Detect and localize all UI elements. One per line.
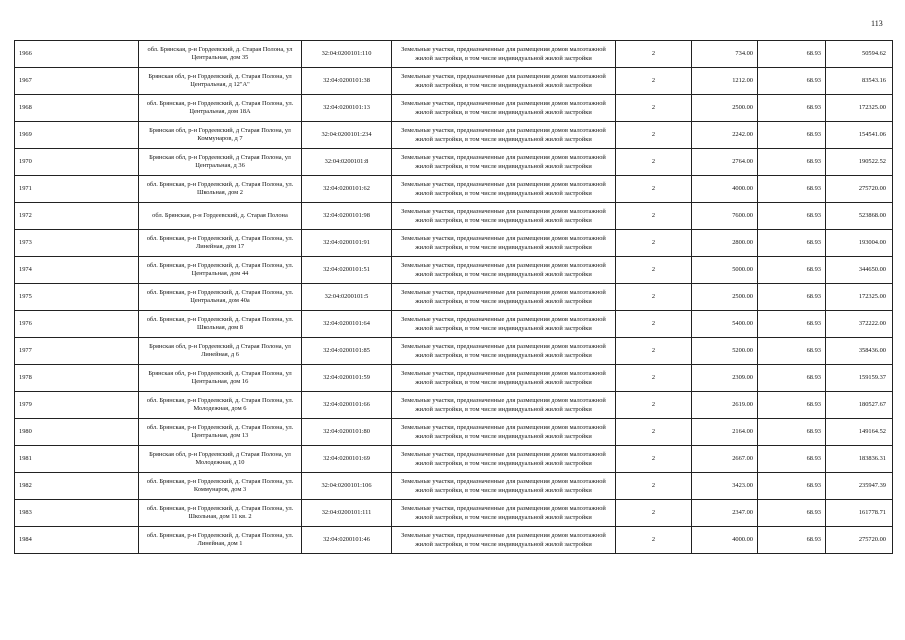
- row-number-cell: 1982: [15, 473, 139, 500]
- group-cell: 2: [616, 122, 692, 149]
- table-row: [15, 311, 893, 338]
- specific-value-cell: 68.93: [758, 500, 826, 527]
- table-row: [15, 68, 893, 95]
- cadastral-value-cell: 183836.31: [826, 446, 893, 473]
- table-row: [15, 365, 893, 392]
- area-cell: 5000.00: [692, 257, 758, 284]
- cadastral-number-cell: 32:04:0200101:13: [302, 95, 392, 122]
- row-number-cell: 1972: [15, 203, 139, 230]
- area-cell: 5200.00: [692, 338, 758, 365]
- address-cell: обл. Брянская, р-н Гордеевский, д. Старая Полона, ул. Центральная, дом 44: [139, 257, 302, 284]
- address-cell: Брянская обл, р-н Гордеевский, д Старая Полона, ул Центральная, д 36: [139, 149, 302, 176]
- cadastral-value-cell: 50594.62: [826, 41, 893, 68]
- cadastral-number-cell: 32:04:0200101:111: [302, 500, 392, 527]
- table-row: [15, 95, 893, 122]
- area-cell: 1212.00: [692, 68, 758, 95]
- address-cell: обл. Брянская, р-н Гордеевский, д. Старая Полона, ул. Молодежная, дом 6: [139, 392, 302, 419]
- row-number-cell: 1980: [15, 419, 139, 446]
- cadastral-value-cell: 159159.37: [826, 365, 893, 392]
- cadastral-value-cell: 161778.71: [826, 500, 893, 527]
- row-number-cell: 1974: [15, 257, 139, 284]
- row-number-cell: 1971: [15, 176, 139, 203]
- group-cell: 2: [616, 41, 692, 68]
- cadastral-number-cell: 32:04:0200101:69: [302, 446, 392, 473]
- cadastral-value-cell: 372222.00: [826, 311, 893, 338]
- cadastral-value-cell: 275720.00: [826, 176, 893, 203]
- cadastral-value-cell: 193004.00: [826, 230, 893, 257]
- group-cell: 2: [616, 392, 692, 419]
- row-number-cell: 1978: [15, 365, 139, 392]
- permitted-use-cell: Земельные участки, предназначенные для размещения домов малоэтажной жилой застройки, в том числе индивидуальной жилой застройки: [392, 284, 616, 311]
- address-cell: Брянская обл, р-н Гордеевский, д. Старая Полона, ул Центральная, дом 16: [139, 365, 302, 392]
- area-cell: 2800.00: [692, 230, 758, 257]
- area-cell: 2619.00: [692, 392, 758, 419]
- area-cell: 4000.00: [692, 176, 758, 203]
- permitted-use-cell: Земельные участки, предназначенные для размещения домов малоэтажной жилой застройки, в том числе индивидуальной жилой застройки: [392, 95, 616, 122]
- table-row: [15, 149, 893, 176]
- table-row: [15, 122, 893, 149]
- specific-value-cell: 68.93: [758, 527, 826, 554]
- group-cell: 2: [616, 419, 692, 446]
- permitted-use-cell: Земельные участки, предназначенные для размещения домов малоэтажной жилой застройки, в том числе индивидуальной жилой застройки: [392, 473, 616, 500]
- cadastral-value-cell: 190522.52: [826, 149, 893, 176]
- group-cell: 2: [616, 230, 692, 257]
- specific-value-cell: 68.93: [758, 257, 826, 284]
- permitted-use-cell: Земельные участки, предназначенные для размещения домов малоэтажной жилой застройки, в том числе индивидуальной жилой застройки: [392, 41, 616, 68]
- cadastral-value-cell: 180527.67: [826, 392, 893, 419]
- area-cell: 2309.00: [692, 365, 758, 392]
- row-number-cell: 1983: [15, 500, 139, 527]
- specific-value-cell: 68.93: [758, 149, 826, 176]
- table-row: [15, 41, 893, 68]
- address-cell: Брянская обл, р-н Гордеевский, д Старая Полона, ул Молодежная, д 10: [139, 446, 302, 473]
- specific-value-cell: 68.93: [758, 203, 826, 230]
- cadastral-value-cell: 358436.00: [826, 338, 893, 365]
- cadastral-number-cell: 32:04:0200101:234: [302, 122, 392, 149]
- address-cell: обл. Брянская, р-н Гордеевский, д. Старая Полона, ул. Центральная, дом 13: [139, 419, 302, 446]
- area-cell: 2500.00: [692, 95, 758, 122]
- area-cell: 2764.00: [692, 149, 758, 176]
- permitted-use-cell: Земельные участки, предназначенные для размещения домов малоэтажной жилой застройки, в том числе индивидуальной жилой застройки: [392, 203, 616, 230]
- permitted-use-cell: Земельные участки, предназначенные для размещения домов малоэтажной жилой застройки, в том числе индивидуальной жилой застройки: [392, 68, 616, 95]
- area-cell: 5400.00: [692, 311, 758, 338]
- cadastral-value-cell: 154541.06: [826, 122, 893, 149]
- specific-value-cell: 68.93: [758, 68, 826, 95]
- group-cell: 2: [616, 338, 692, 365]
- permitted-use-cell: Земельные участки, предназначенные для размещения домов малоэтажной жилой застройки, в том числе индивидуальной жилой застройки: [392, 122, 616, 149]
- cadastral-value-cell: 523868.00: [826, 203, 893, 230]
- row-number-cell: 1969: [15, 122, 139, 149]
- row-number-cell: 1976: [15, 311, 139, 338]
- permitted-use-cell: Земельные участки, предназначенные для размещения домов малоэтажной жилой застройки, в том числе индивидуальной жилой застройки: [392, 392, 616, 419]
- table-row: [15, 419, 893, 446]
- cadastral-number-cell: 32:04:0200101:64: [302, 311, 392, 338]
- cadastral-value-cell: 149164.52: [826, 419, 893, 446]
- cadastral-number-cell: 32:04:0200101:91: [302, 230, 392, 257]
- specific-value-cell: 68.93: [758, 176, 826, 203]
- specific-value-cell: 68.93: [758, 446, 826, 473]
- group-cell: 2: [616, 149, 692, 176]
- address-cell: обл. Брянская, р-н Гордеевский, д. Старая Полона, ул. Школьная, дом 2: [139, 176, 302, 203]
- permitted-use-cell: Земельные участки, предназначенные для размещения домов малоэтажной жилой застройки, в том числе индивидуальной жилой застройки: [392, 419, 616, 446]
- specific-value-cell: 68.93: [758, 230, 826, 257]
- table-row: [15, 392, 893, 419]
- group-cell: 2: [616, 446, 692, 473]
- table-row: [15, 500, 893, 527]
- cadastral-value-cell: 344650.00: [826, 257, 893, 284]
- address-cell: обл. Брянская, р-н Гордеевский, д. Старая Полона, ул. Линейная, дом 1: [139, 527, 302, 554]
- group-cell: 2: [616, 203, 692, 230]
- permitted-use-cell: Земельные участки, предназначенные для размещения домов малоэтажной жилой застройки, в том числе индивидуальной жилой застройки: [392, 176, 616, 203]
- row-number-cell: 1984: [15, 527, 139, 554]
- permitted-use-cell: Земельные участки, предназначенные для размещения домов малоэтажной жилой застройки, в том числе индивидуальной жилой застройки: [392, 230, 616, 257]
- cadastral-number-cell: 32:04:0200101:106: [302, 473, 392, 500]
- area-cell: 4000.00: [692, 527, 758, 554]
- address-cell: Брянская обл, р-н Гордеевский, д Старая Полона, ул Коммунаров, д 7: [139, 122, 302, 149]
- area-cell: 2164.00: [692, 419, 758, 446]
- table-row: [15, 473, 893, 500]
- cadastral-value-cell: 235947.39: [826, 473, 893, 500]
- table-body: [15, 41, 893, 554]
- group-cell: 2: [616, 284, 692, 311]
- cadastral-number-cell: 32:04:0200101:5: [302, 284, 392, 311]
- permitted-use-cell: Земельные участки, предназначенные для размещения домов малоэтажной жилой застройки, в том числе индивидуальной жилой застройки: [392, 527, 616, 554]
- row-number-cell: 1970: [15, 149, 139, 176]
- permitted-use-cell: Земельные участки, предназначенные для размещения домов малоэтажной жилой застройки, в том числе индивидуальной жилой застройки: [392, 500, 616, 527]
- cadastral-number-cell: 32:04:0200101:66: [302, 392, 392, 419]
- row-number-cell: 1979: [15, 392, 139, 419]
- table-row: [15, 230, 893, 257]
- area-cell: 734.00: [692, 41, 758, 68]
- address-cell: Брянская обл, р-н Гордеевский, д Старая Полона, ул Линейная, д 6: [139, 338, 302, 365]
- cadastral-value-cell: 83543.16: [826, 68, 893, 95]
- cadastral-number-cell: 32:04:0200101:46: [302, 527, 392, 554]
- group-cell: 2: [616, 473, 692, 500]
- group-cell: 2: [616, 527, 692, 554]
- table-row: [15, 338, 893, 365]
- cadastral-number-cell: 32:04:0200101:98: [302, 203, 392, 230]
- group-cell: 2: [616, 365, 692, 392]
- permitted-use-cell: Земельные участки, предназначенные для размещения домов малоэтажной жилой застройки, в том числе индивидуальной жилой застройки: [392, 338, 616, 365]
- permitted-use-cell: Земельные участки, предназначенные для размещения домов малоэтажной жилой застройки, в том числе индивидуальной жилой застройки: [392, 149, 616, 176]
- group-cell: 2: [616, 68, 692, 95]
- cadastral-value-cell: 172325.00: [826, 284, 893, 311]
- address-cell: обл. Брянская, р-н Гордеевский, д. Старая Полона, ул. Линейная, дом 17: [139, 230, 302, 257]
- address-cell: обл. Брянская, р-н Гордеевский, д. Старая Полона, ул. Центральная, дом 40а: [139, 284, 302, 311]
- cadastral-value-cell: 172325.00: [826, 95, 893, 122]
- cadastral-value-cell: 275720.00: [826, 527, 893, 554]
- land-plots-table: [14, 40, 893, 554]
- table-row: [15, 284, 893, 311]
- specific-value-cell: 68.93: [758, 311, 826, 338]
- area-cell: 2500.00: [692, 284, 758, 311]
- group-cell: 2: [616, 311, 692, 338]
- address-cell: обл. Брянская, р-н Гордеевский, д. Старая Полона, ул. Коммунаров, дом 3: [139, 473, 302, 500]
- specific-value-cell: 68.93: [758, 95, 826, 122]
- permitted-use-cell: Земельные участки, предназначенные для размещения домов малоэтажной жилой застройки, в том числе индивидуальной жилой застройки: [392, 311, 616, 338]
- cadastral-number-cell: 32:04:0200101:59: [302, 365, 392, 392]
- address-cell: Брянская обл, р-н Гордеевский, д. Старая Полона, ул Центральная, д 12"А": [139, 68, 302, 95]
- row-number-cell: 1975: [15, 284, 139, 311]
- row-number-cell: 1973: [15, 230, 139, 257]
- cadastral-number-cell: 32:04:0200101:51: [302, 257, 392, 284]
- group-cell: 2: [616, 95, 692, 122]
- specific-value-cell: 68.93: [758, 473, 826, 500]
- area-cell: 2347.00: [692, 500, 758, 527]
- cadastral-number-cell: 32:04:0200101:8: [302, 149, 392, 176]
- table-row: [15, 446, 893, 473]
- table-row: [15, 527, 893, 554]
- row-number-cell: 1968: [15, 95, 139, 122]
- area-cell: 3423.00: [692, 473, 758, 500]
- cadastral-number-cell: 32:04:0200101:85: [302, 338, 392, 365]
- row-number-cell: 1967: [15, 68, 139, 95]
- row-number-cell: 1977: [15, 338, 139, 365]
- address-cell: обл. Брянская, р-н Гордеевский, д. Старая Полона, ул. Школьная, дом 11 кв. 2: [139, 500, 302, 527]
- group-cell: 2: [616, 500, 692, 527]
- page-number: 113: [871, 19, 883, 28]
- area-cell: 2242.00: [692, 122, 758, 149]
- area-cell: 2667.00: [692, 446, 758, 473]
- address-cell: обл. Брянская, р-н Гордеевский, д. Старая Полона, ул. Центральная, дом 18А: [139, 95, 302, 122]
- permitted-use-cell: Земельные участки, предназначенные для размещения домов малоэтажной жилой застройки, в том числе индивидуальной жилой застройки: [392, 365, 616, 392]
- table-row: [15, 257, 893, 284]
- group-cell: 2: [616, 257, 692, 284]
- table-row: [15, 203, 893, 230]
- specific-value-cell: 68.93: [758, 338, 826, 365]
- permitted-use-cell: Земельные участки, предназначенные для размещения домов малоэтажной жилой застройки, в том числе индивидуальной жилой застройки: [392, 257, 616, 284]
- address-cell: обл. Брянская, р-н Гордеевский, д. Старая Полона: [139, 203, 302, 230]
- cadastral-number-cell: 32:04:0200101:80: [302, 419, 392, 446]
- area-cell: 7600.00: [692, 203, 758, 230]
- row-number-cell: 1981: [15, 446, 139, 473]
- permitted-use-cell: Земельные участки, предназначенные для размещения домов малоэтажной жилой застройки, в том числе индивидуальной жилой застройки: [392, 446, 616, 473]
- specific-value-cell: 68.93: [758, 284, 826, 311]
- cadastral-number-cell: 32:04:0200101:62: [302, 176, 392, 203]
- table-row: [15, 176, 893, 203]
- specific-value-cell: 68.93: [758, 365, 826, 392]
- group-cell: 2: [616, 176, 692, 203]
- specific-value-cell: 68.93: [758, 419, 826, 446]
- specific-value-cell: 68.93: [758, 41, 826, 68]
- cadastral-number-cell: 32:04:0200101:110: [302, 41, 392, 68]
- address-cell: обл. Брянская, р-н Гордеевский, д. Старая Полона, ул Центральная, дом 35: [139, 41, 302, 68]
- specific-value-cell: 68.93: [758, 392, 826, 419]
- row-number-cell: 1966: [15, 41, 139, 68]
- cadastral-number-cell: 32:04:0200101:38: [302, 68, 392, 95]
- address-cell: обл. Брянская, р-н Гордеевский, д. Старая Полона, ул. Школьная, дом 8: [139, 311, 302, 338]
- specific-value-cell: 68.93: [758, 122, 826, 149]
